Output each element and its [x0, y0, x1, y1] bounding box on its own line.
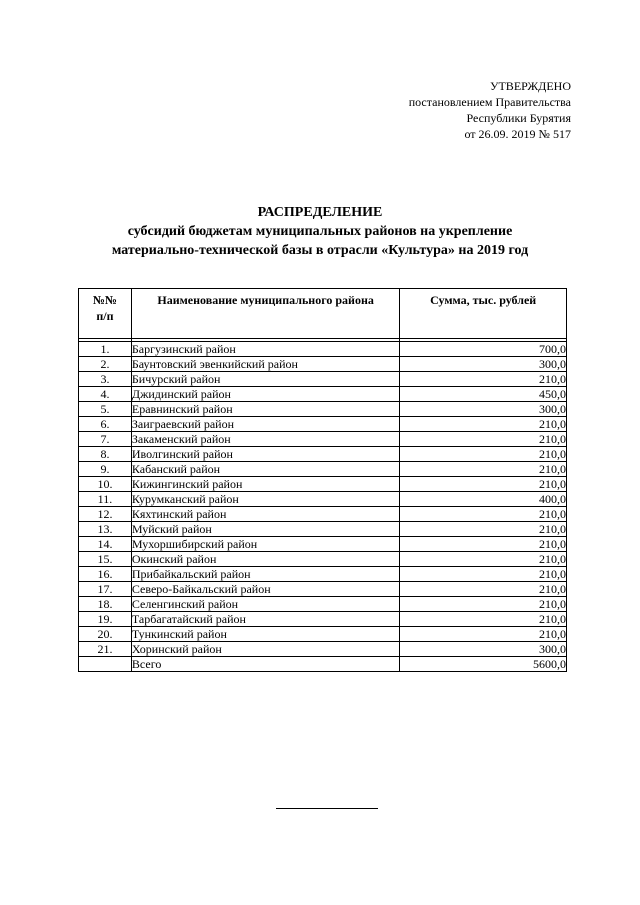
row-number: 2. [79, 357, 132, 372]
row-number [79, 657, 132, 672]
amount: 210,0 [400, 372, 567, 387]
row-number: 17. [79, 582, 132, 597]
row-number: 9. [79, 462, 132, 477]
title-subtitle-line-2: материально-технической базы в отрасли «Культура» на 2019 год [111, 243, 529, 258]
table-row [79, 402, 567, 417]
amount: 700,0 [400, 342, 567, 357]
district-name: Прибайкальский район [131, 567, 399, 582]
amount: 210,0 [400, 447, 567, 462]
district-name: Северо-Байкальский район [131, 582, 399, 597]
table-row [79, 612, 567, 627]
row-number: 21. [79, 642, 132, 657]
district-name: Кабанский район [131, 462, 399, 477]
row-number: 1. [79, 342, 132, 357]
row-number: 10. [79, 477, 132, 492]
district-name: Тарбагатайский район [131, 612, 399, 627]
district-name: Заиграевский район [131, 417, 399, 432]
district-name: Еравнинский район [131, 402, 399, 417]
amount: 300,0 [400, 402, 567, 417]
distribution-table [78, 288, 567, 672]
row-number: 16. [79, 567, 132, 582]
table-row [79, 357, 567, 372]
amount: 300,0 [400, 642, 567, 657]
table-row [79, 582, 567, 597]
signature-divider [276, 808, 378, 809]
amount: 210,0 [400, 507, 567, 522]
district-name: Кижингинский район [131, 477, 399, 492]
row-number: 5. [79, 402, 132, 417]
table-row [79, 567, 567, 582]
district-name: Мухоршибирский район [131, 537, 399, 552]
table-row [79, 342, 567, 357]
amount: 5600,0 [400, 657, 567, 672]
row-number: 18. [79, 597, 132, 612]
amount: 210,0 [400, 477, 567, 492]
amount: 400,0 [400, 492, 567, 507]
district-name: Селенгинский район [131, 597, 399, 612]
row-number: 7. [79, 432, 132, 447]
approval-line: УТВЕРЖДЕНО [489, 79, 571, 93]
amount: 450,0 [400, 387, 567, 402]
document-title [0, 203, 640, 260]
approval-stamp [409, 78, 571, 142]
table-row [79, 372, 567, 387]
row-number: 11. [79, 492, 132, 507]
amount: 210,0 [400, 582, 567, 597]
district-name: Кяхтинский район [131, 507, 399, 522]
row-number: 12. [79, 507, 132, 522]
table-row [79, 642, 567, 657]
amount: 300,0 [400, 357, 567, 372]
table-body [79, 339, 567, 672]
district-name: Баунтовский эвенкийский район [131, 357, 399, 372]
table-row [79, 387, 567, 402]
approval-line: постановлением Правительства [408, 95, 571, 109]
district-name: Тункинский район [131, 627, 399, 642]
title-main: РАСПРЕДЕЛЕНИЕ [257, 205, 383, 220]
amount: 210,0 [400, 567, 567, 582]
header-amount: Сумма, тыс. рублей [400, 289, 567, 339]
row-number: 14. [79, 537, 132, 552]
table-row [79, 627, 567, 642]
header-number-line-1: №№ [92, 293, 117, 307]
amount: 210,0 [400, 432, 567, 447]
district-name: Закаменский район [131, 432, 399, 447]
district-name: Бичурский район [131, 372, 399, 387]
amount: 210,0 [400, 462, 567, 477]
table-header-row [79, 289, 567, 339]
amount: 210,0 [400, 627, 567, 642]
header-district-name: Наименование муниципального района [131, 289, 399, 339]
district-name: Баргузинский район [131, 342, 399, 357]
row-number: 3. [79, 372, 132, 387]
district-name: Муйский район [131, 522, 399, 537]
table-row [79, 492, 567, 507]
amount: 210,0 [400, 612, 567, 627]
approval-line: Республики Бурятия [466, 111, 571, 125]
district-name: Хоринский район [131, 642, 399, 657]
table-row [79, 597, 567, 612]
table-row [79, 447, 567, 462]
approval-line: от 26.09. 2019 № 517 [464, 127, 571, 141]
table-row [79, 477, 567, 492]
amount: 210,0 [400, 552, 567, 567]
row-number: 8. [79, 447, 132, 462]
row-number: 19. [79, 612, 132, 627]
row-number: 13. [79, 522, 132, 537]
row-number: 20. [79, 627, 132, 642]
table-row [79, 417, 567, 432]
district-name: Всего [131, 657, 399, 672]
table-row [79, 432, 567, 447]
total-row [79, 657, 567, 672]
district-name: Окинский район [131, 552, 399, 567]
row-number: 15. [79, 552, 132, 567]
table-row [79, 537, 567, 552]
amount: 210,0 [400, 537, 567, 552]
district-name: Иволгинский район [131, 447, 399, 462]
district-name: Джидинский район [131, 387, 399, 402]
district-name: Курумканский район [131, 492, 399, 507]
header-number-line-2: п/п [96, 309, 114, 323]
table-row [79, 522, 567, 537]
row-number: 6. [79, 417, 132, 432]
table-row [79, 507, 567, 522]
header-number [79, 289, 132, 339]
table-row [79, 462, 567, 477]
amount: 210,0 [400, 417, 567, 432]
row-number: 4. [79, 387, 132, 402]
table-row [79, 552, 567, 567]
amount: 210,0 [400, 522, 567, 537]
title-subtitle-line-1: субсидий бюджетам муниципальных районов на укрепление [127, 224, 513, 239]
amount: 210,0 [400, 597, 567, 612]
